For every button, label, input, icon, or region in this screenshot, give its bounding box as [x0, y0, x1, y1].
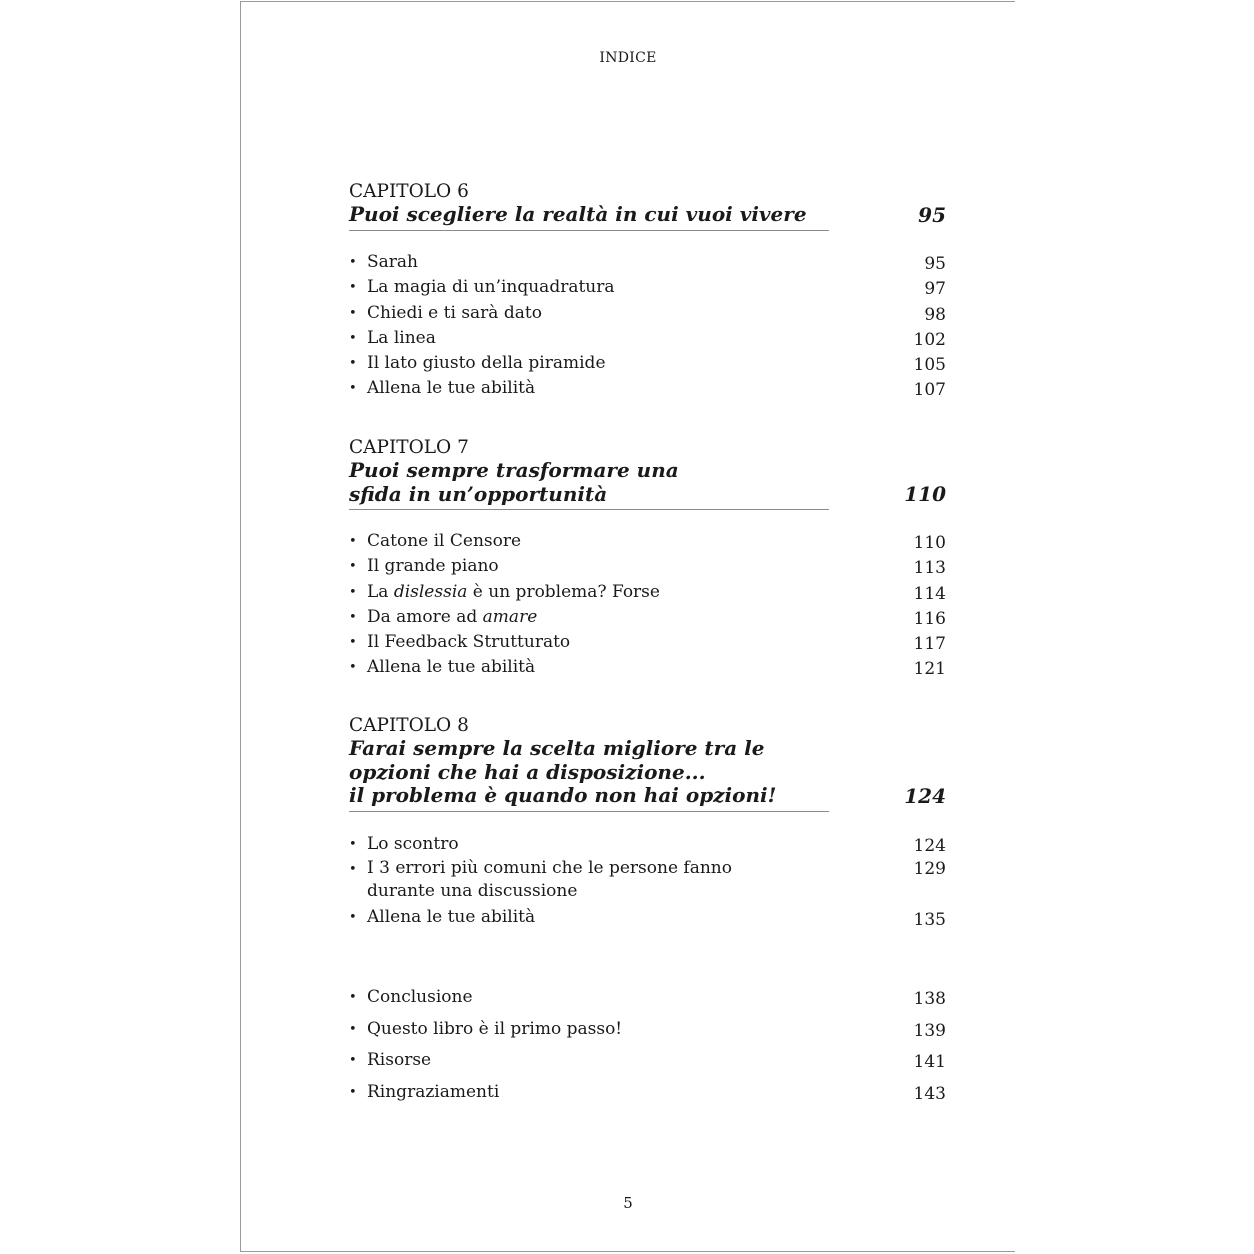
bullet-icon: • — [349, 862, 357, 878]
bullet-icon: • — [349, 280, 357, 296]
chapter-title-row — [349, 737, 946, 812]
toc-entry[interactable] — [349, 376, 946, 401]
toc-entry[interactable] — [349, 985, 946, 1017]
toc-entry-label-part: è un problema? Forse — [467, 581, 660, 602]
toc-entry-label: Il lato giusto della piramide — [367, 353, 606, 374]
toc-entry[interactable] — [349, 605, 946, 630]
toc-entry-label: Questo libro è il primo passo! — [367, 1018, 623, 1039]
toc-entry-label: Chiedi e ti sarà dato — [367, 302, 542, 323]
bullet-icon: • — [349, 356, 357, 372]
chapter-7-entries — [349, 529, 946, 681]
chapter-title-row — [349, 459, 946, 510]
chapter-title-line: Puoi scegliere la realtà in cui vuoi vivere — [349, 202, 807, 226]
chapter-title-line: il problema è quando non hai opzioni! — [349, 783, 777, 807]
toc-entry[interactable] — [349, 655, 946, 680]
chapter-label: CAPITOLO 6 — [349, 181, 469, 202]
toc-entry-page: 107 — [913, 380, 946, 401]
bullet-icon: • — [349, 330, 357, 346]
toc-entry-page: 138 — [913, 989, 946, 1009]
toc-entry-label-emphasis: amare — [482, 606, 538, 627]
toc-entry-label: Risorse — [367, 1050, 432, 1071]
toc-entry-label — [367, 605, 537, 630]
bullet-icon: • — [349, 255, 357, 270]
toc-entry-page: 135 — [913, 910, 946, 931]
chapter-title-row — [349, 203, 946, 231]
bullet-icon: • — [349, 381, 357, 397]
toc-entry-label-part: La — [367, 581, 394, 602]
toc-entry-label: Conclusione — [367, 987, 473, 1007]
chapter-page-number: 124 — [904, 783, 946, 808]
toc-entry-label: Allena le tue abilità — [367, 378, 536, 399]
toc-entry[interactable] — [349, 905, 946, 930]
toc-entry-label — [367, 857, 732, 903]
chapter-6-heading — [349, 181, 946, 231]
toc-entry-page: 98 — [924, 304, 946, 325]
toc-entry[interactable] — [349, 529, 946, 554]
toc-entry-page: 143 — [913, 1084, 946, 1105]
toc-entry[interactable] — [349, 250, 946, 275]
toc-entry-label-emphasis: dislessia — [393, 581, 468, 602]
running-head: INDICE — [599, 50, 657, 66]
chapter-title — [349, 459, 829, 510]
chapter-title-line: Farai sempre la scelta migliore tra le — [349, 736, 765, 760]
page-number: 5 — [623, 1194, 633, 1212]
chapter-title — [349, 203, 829, 231]
toc-entry[interactable] — [349, 857, 946, 905]
toc-entry-page: 117 — [913, 634, 946, 655]
toc-entry-page: 124 — [913, 836, 946, 856]
chapter-page-number: 110 — [904, 482, 946, 506]
bullet-icon: • — [349, 837, 357, 852]
bullet-icon: • — [349, 1085, 357, 1101]
toc-entry[interactable] — [349, 301, 946, 326]
toc-entry-label-part: Da amore ad — [367, 606, 483, 627]
toc-entry-page: 113 — [913, 558, 946, 579]
toc-entry-label: La linea — [367, 327, 436, 348]
toc-entry-label: La magia di un’inquadratura — [367, 277, 615, 298]
toc-entry[interactable] — [349, 630, 946, 655]
bullet-icon: • — [349, 534, 357, 549]
toc-entry-page: 141 — [913, 1052, 946, 1073]
bullet-icon: • — [349, 1021, 357, 1037]
chapter-8-heading — [349, 715, 946, 812]
toc-entry[interactable] — [349, 1048, 946, 1080]
chapter-7-heading — [349, 437, 946, 510]
chapter-title — [349, 737, 829, 812]
bullet-icon: • — [349, 990, 357, 1005]
toc-entry-label-line: I 3 errori più comuni che le persone fanno — [367, 858, 732, 879]
toc-entry-label: Sarah — [367, 252, 418, 272]
toc-entry[interactable] — [349, 554, 946, 579]
toc-entry[interactable] — [349, 351, 946, 376]
toc-entry-page: 105 — [913, 355, 946, 376]
toc-entry-label: Lo scontro — [367, 834, 459, 854]
toc-entry[interactable] — [349, 580, 946, 605]
bullet-icon: • — [349, 584, 357, 600]
toc-entry-page: 114 — [913, 583, 946, 604]
toc-entry[interactable] — [349, 1017, 946, 1049]
bullet-icon: • — [349, 1053, 357, 1069]
toc-entry[interactable] — [349, 275, 946, 300]
toc-entry-page: 139 — [913, 1020, 946, 1041]
toc-entry-label: Il Feedback Strutturato — [367, 632, 571, 653]
toc-entry-page: 102 — [913, 329, 946, 350]
chapter-title-line: opzioni che hai a disposizione... — [349, 759, 706, 784]
bullet-icon: • — [349, 910, 357, 926]
toc-entry-page: 121 — [913, 659, 946, 680]
toc-entry[interactable] — [349, 326, 946, 351]
bullet-icon: • — [349, 660, 357, 676]
toc-entry-page: 116 — [913, 608, 946, 629]
toc-entry-label: Allena le tue abilità — [367, 657, 536, 678]
toc-entry-page: 129 — [913, 859, 946, 880]
toc-entry-label: Allena le tue abilità — [367, 907, 536, 928]
chapter-label: CAPITOLO 7 — [349, 437, 469, 458]
book-page — [240, 1, 1015, 1252]
bullet-icon: • — [349, 559, 357, 575]
toc-entry-label-line: durante una discussione — [367, 881, 578, 902]
final-entries — [349, 985, 946, 1112]
bullet-icon: • — [349, 609, 357, 625]
toc-entry[interactable] — [349, 1080, 946, 1112]
toc-entry-page: 110 — [913, 533, 946, 553]
chapter-title-line: sfida in un’opportunità — [349, 481, 608, 506]
chapter-page-number: 95 — [918, 202, 946, 227]
chapter-label: CAPITOLO 8 — [349, 715, 469, 736]
bullet-icon: • — [349, 305, 357, 321]
toc-entry-page: 95 — [924, 254, 946, 274]
toc-entry[interactable] — [349, 832, 946, 857]
toc-entry-label: Catone il Censore — [367, 531, 522, 551]
toc-entry-label — [367, 580, 660, 605]
chapter-8-entries — [349, 832, 946, 931]
bullet-icon: • — [349, 635, 357, 651]
chapter-title-line: Puoi sempre trasformare una — [349, 458, 679, 482]
toc-entry-label: Ringraziamenti — [367, 1082, 500, 1103]
toc-entry-page: 97 — [924, 279, 946, 300]
toc-entry-label: Il grande piano — [367, 556, 499, 577]
chapter-6-entries — [349, 250, 946, 402]
